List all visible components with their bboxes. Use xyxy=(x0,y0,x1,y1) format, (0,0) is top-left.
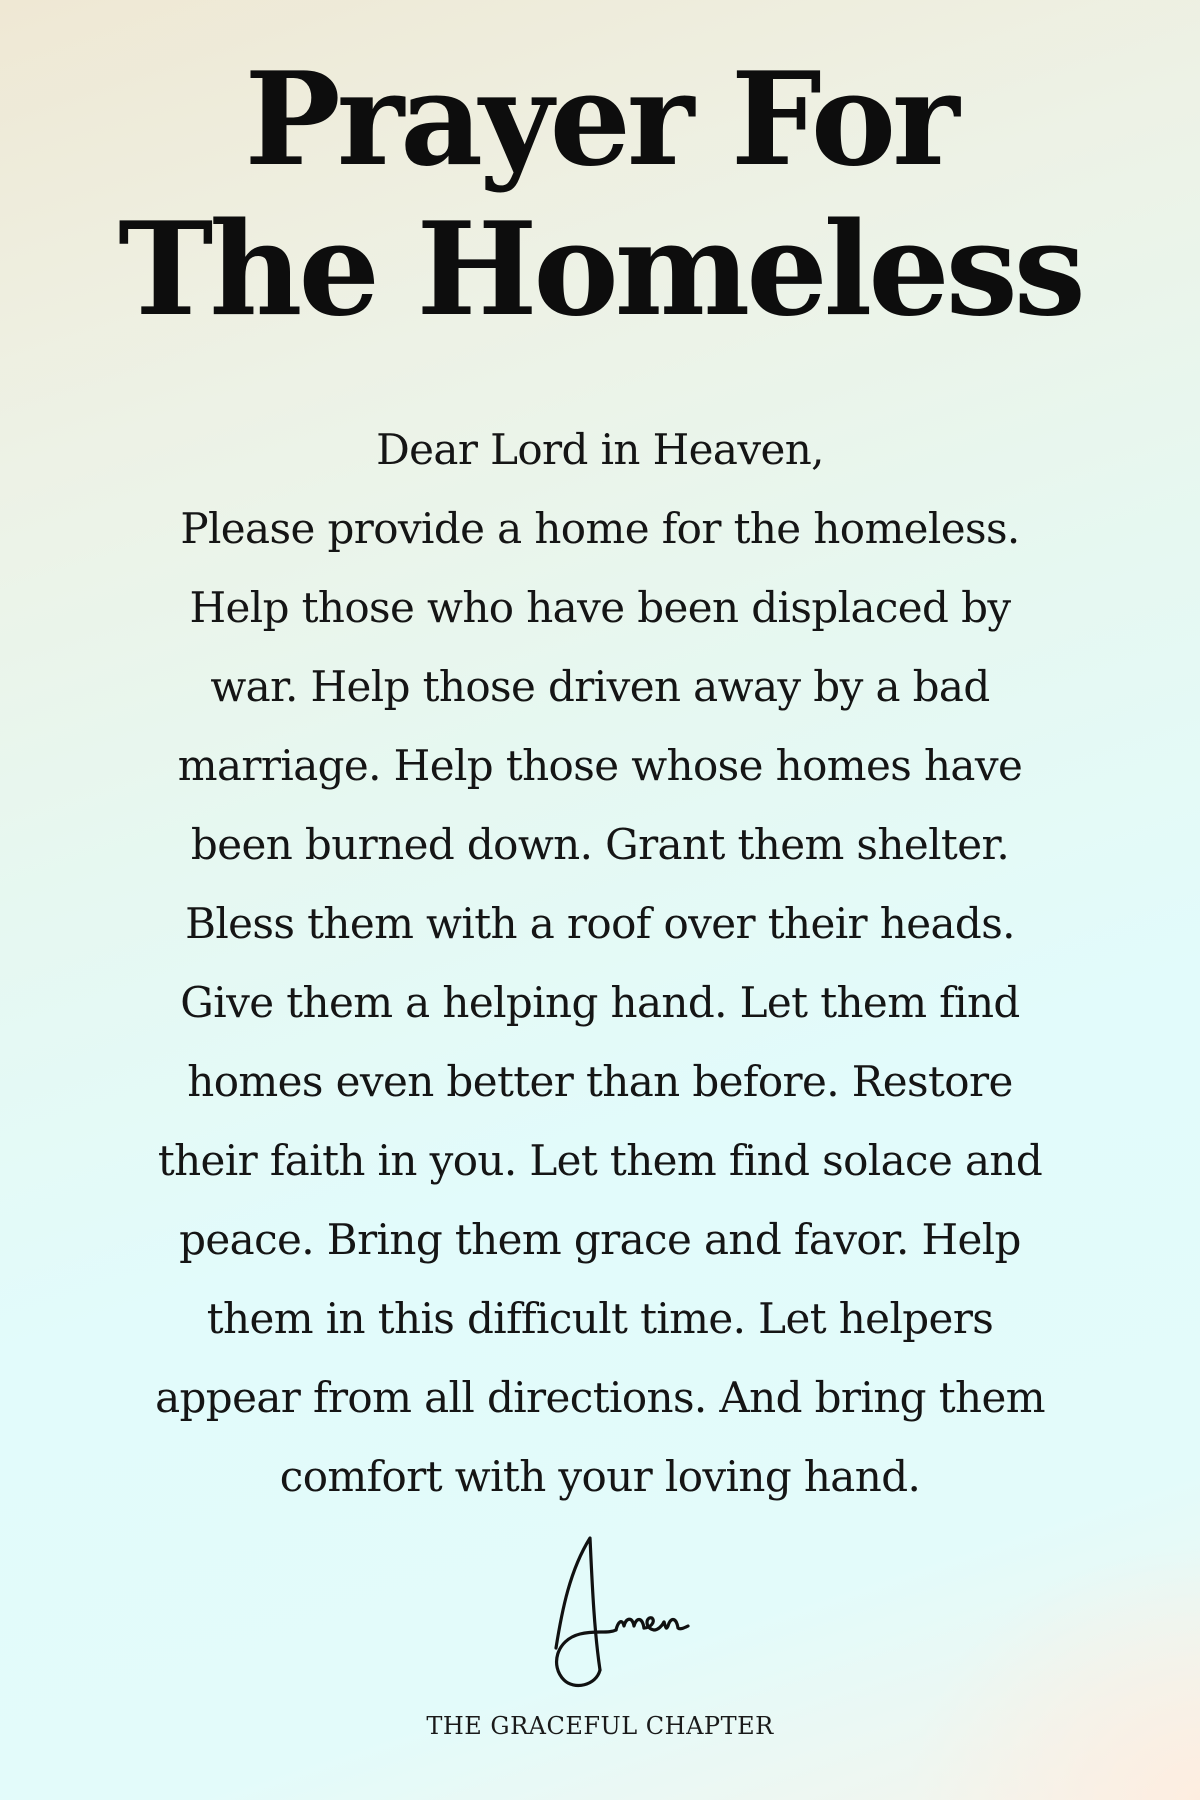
prayer-line: been burned down. Grant them shelter. xyxy=(190,820,1010,869)
brand-footer: THE GRACEFUL CHAPTER xyxy=(426,1712,774,1740)
prayer-line: marriage. Help those whose homes have xyxy=(177,741,1023,790)
page-title xyxy=(0,45,1200,345)
title-line-1: Prayer For xyxy=(244,45,956,195)
prayer-line: comfort with your loving hand. xyxy=(279,1452,921,1501)
prayer-line: homes even better than before. Restore xyxy=(187,1057,1013,1106)
title-line-2: The Homeless xyxy=(118,195,1082,345)
prayer-line: appear from all directions. And bring them xyxy=(155,1373,1045,1422)
prayer-text xyxy=(100,410,1100,1516)
prayer-line: their faith in you. Let them find solace and xyxy=(157,1136,1043,1185)
amen-signature xyxy=(500,1530,720,1695)
amen-signature-drawing xyxy=(500,1530,720,1695)
prayer-line: Help those who have been displaced by xyxy=(189,583,1011,632)
prayer-line: peace. Bring them grace and favor. Help xyxy=(179,1215,1021,1264)
prayer-line: war. Help those driven away by a bad xyxy=(210,662,990,711)
prayer-line: Give them a helping hand. Let them find xyxy=(180,978,1020,1027)
prayer-line: Bless them with a roof over their heads. xyxy=(185,899,1015,948)
prayer-line: Dear Lord in Heaven, xyxy=(376,425,824,474)
prayer-line: Please provide a home for the homeless. xyxy=(180,504,1020,553)
prayer-line: them in this difficult time. Let helpers xyxy=(206,1294,994,1343)
